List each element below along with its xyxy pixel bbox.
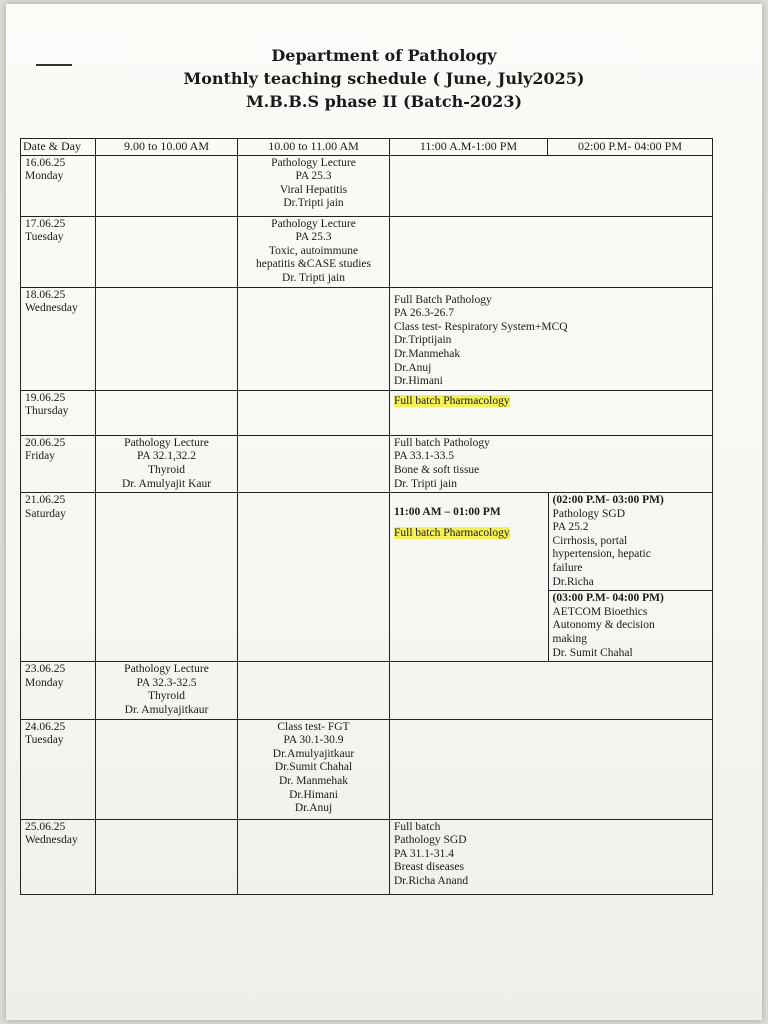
line: PA 25.3 <box>295 170 332 183</box>
slot-9am <box>96 819 238 894</box>
line: Dr.Himani <box>289 788 338 801</box>
document-header <box>0 44 768 113</box>
batch-title: M.B.B.S phase II (Batch-2023) <box>245 92 523 111</box>
line: Viral Hepatitis <box>279 183 348 196</box>
slot-9am <box>96 287 238 390</box>
line: Thyroid <box>147 690 186 703</box>
line: Dr.Richa <box>552 575 594 588</box>
slot-11am-4pm <box>390 662 713 719</box>
date-cell <box>21 819 96 894</box>
line: PA 30.1-30.9 <box>283 734 344 747</box>
line: Dr. Sumit Chahal <box>552 646 633 659</box>
line: Autonomy & decision <box>552 619 655 632</box>
line: Pathology SGD <box>552 507 626 520</box>
highlighted-pharmacology: Full batch Pharmacology <box>394 394 510 407</box>
line: Dr.Tripti jain <box>283 197 344 210</box>
slot-10am <box>238 662 390 719</box>
date-cell <box>21 435 96 492</box>
date-cell <box>21 287 96 390</box>
col-10am: 10.00 to 11.00 AM <box>238 139 390 156</box>
date: 18.06.25 <box>25 288 66 301</box>
slot-11am-4pm <box>390 819 713 894</box>
date-cell <box>21 662 96 719</box>
line: Dr. Amulyajit Kaur <box>121 477 212 490</box>
line: Dr.Richa Anand <box>394 874 469 887</box>
line: Dr.Himani <box>394 375 443 388</box>
slot-9am <box>96 390 238 435</box>
day: Tuesday <box>25 734 64 747</box>
line: hepatitis &CASE studies <box>256 258 371 271</box>
date: 25.06.25 <box>25 820 66 833</box>
line: Dr. Amulyajitkaur <box>124 704 209 716</box>
slot-11am-4pm <box>390 216 713 287</box>
table-row <box>21 155 713 216</box>
table-row <box>21 819 713 894</box>
line: Cirrhosis, portal <box>552 534 628 547</box>
line: Dr.Manmehak <box>394 347 461 360</box>
line: Pathology Lecture <box>271 217 356 230</box>
line: Class test- Respiratory System+MCQ <box>394 320 568 333</box>
day: Friday <box>25 450 56 463</box>
line: PA 32.3-32.5 <box>136 676 197 689</box>
line: Pathology SGD <box>394 834 467 847</box>
day: Wednesday <box>25 302 78 315</box>
date: 21.06.25 <box>25 494 66 507</box>
col-9am: 9.00 to 10.00 AM <box>96 139 238 156</box>
table-row <box>21 390 713 435</box>
slot-9am <box>96 662 238 719</box>
line: Pathology Lecture <box>124 436 209 449</box>
line: AETCOM Bioethics <box>552 605 648 618</box>
day: Monday <box>25 170 64 183</box>
slot-11am-4pm <box>390 287 713 390</box>
slot-9am <box>96 493 238 662</box>
line: Pathology Lecture <box>124 663 209 676</box>
line: making <box>552 633 587 646</box>
slot-11am-4pm <box>390 493 713 662</box>
department-title: Department of Pathology <box>271 46 497 65</box>
slot-11am-4pm <box>390 390 713 435</box>
date: 24.06.25 <box>25 720 66 733</box>
day: Saturday <box>25 507 66 520</box>
line: Dr.Anuj <box>394 361 432 374</box>
table-row <box>21 287 713 390</box>
saturday-split <box>390 493 713 661</box>
date-cell <box>21 390 96 435</box>
line: PA 26.3-26.7 <box>394 307 454 320</box>
line: Dr.Amulyajitkaur <box>272 747 355 760</box>
col-date: Date & Day <box>21 139 96 156</box>
schedule-title: Monthly teaching schedule ( June, July2025) <box>183 69 585 88</box>
slot-9am <box>96 216 238 287</box>
line: PA 25.3 <box>295 231 332 244</box>
slot-2pm <box>548 493 713 591</box>
line: Dr. Tripti jain <box>394 477 457 490</box>
date: 20.06.25 <box>25 436 66 449</box>
slot-9am <box>96 719 238 819</box>
date-cell <box>21 719 96 819</box>
line: Full batch <box>394 820 441 833</box>
time-label: (03:00 P.M- 04:00 PM) <box>552 592 664 605</box>
table-row <box>21 435 713 492</box>
day: Monday <box>25 676 64 689</box>
line: Thyroid <box>147 463 186 476</box>
date-cell <box>21 155 96 216</box>
time-label: (02:00 P.M- 03:00 PM) <box>552 494 664 507</box>
date: 16.06.25 <box>25 156 66 169</box>
line: Full batch Pathology <box>394 436 490 449</box>
date-cell <box>21 216 96 287</box>
line: Pathology Lecture <box>271 156 356 169</box>
table-row <box>21 662 713 719</box>
table-row <box>21 493 713 662</box>
slot-11am-4pm <box>390 155 713 216</box>
col-2pm: 02:00 P.M- 04:00 PM <box>548 139 713 156</box>
slot-11am-4pm <box>390 435 713 492</box>
date: 23.06.25 <box>25 663 66 676</box>
slot-11am <box>390 493 548 661</box>
time-label: 11:00 AM – 01:00 PM <box>394 506 501 519</box>
slot-9am <box>96 155 238 216</box>
slot-3pm <box>548 591 713 661</box>
line: Dr. Manmehak <box>279 774 348 787</box>
line: Dr.Triptijain <box>394 334 452 347</box>
day: Thursday <box>25 405 69 418</box>
line: Bone & soft tissue <box>394 463 480 476</box>
line: Dr. Tripti jain <box>282 271 345 284</box>
line: PA 33.1-33.5 <box>394 450 454 463</box>
line: failure <box>552 562 583 575</box>
line: Full Batch Pathology <box>394 293 492 306</box>
line: Class test- FGT <box>277 720 350 733</box>
day: Tuesday <box>25 231 64 244</box>
date: 17.06.25 <box>25 217 66 230</box>
line: hypertension, hepatic <box>552 548 651 561</box>
slot-10am <box>238 155 390 216</box>
slot-10am <box>238 216 390 287</box>
highlighted-pharmacology: Full batch Pharmacology <box>394 526 510 539</box>
header-row <box>21 139 713 156</box>
day: Wednesday <box>25 834 78 847</box>
line: PA 31.1-31.4 <box>394 847 454 860</box>
date-cell <box>21 493 96 662</box>
slot-10am <box>238 390 390 435</box>
slot-11am-4pm <box>390 719 713 819</box>
line: Dr.Anuj <box>294 802 333 815</box>
slot-10am <box>238 435 390 492</box>
schedule-table <box>20 138 713 895</box>
table-row <box>21 719 713 819</box>
line: Toxic, autoimmune <box>268 244 359 257</box>
line: PA 25.2 <box>552 521 589 534</box>
line: PA 32.1,32.2 <box>136 450 196 463</box>
slot-10am <box>238 719 390 819</box>
table-row <box>21 216 713 287</box>
slot-9am <box>96 435 238 492</box>
date: 19.06.25 <box>25 391 66 404</box>
line: Dr.Sumit Chahal <box>274 761 353 774</box>
slot-10am <box>238 287 390 390</box>
line: Breast diseases <box>394 861 464 874</box>
slot-10am <box>238 493 390 662</box>
slot-10am <box>238 819 390 894</box>
col-11am: 11:00 A.M-1:00 PM <box>390 139 548 156</box>
